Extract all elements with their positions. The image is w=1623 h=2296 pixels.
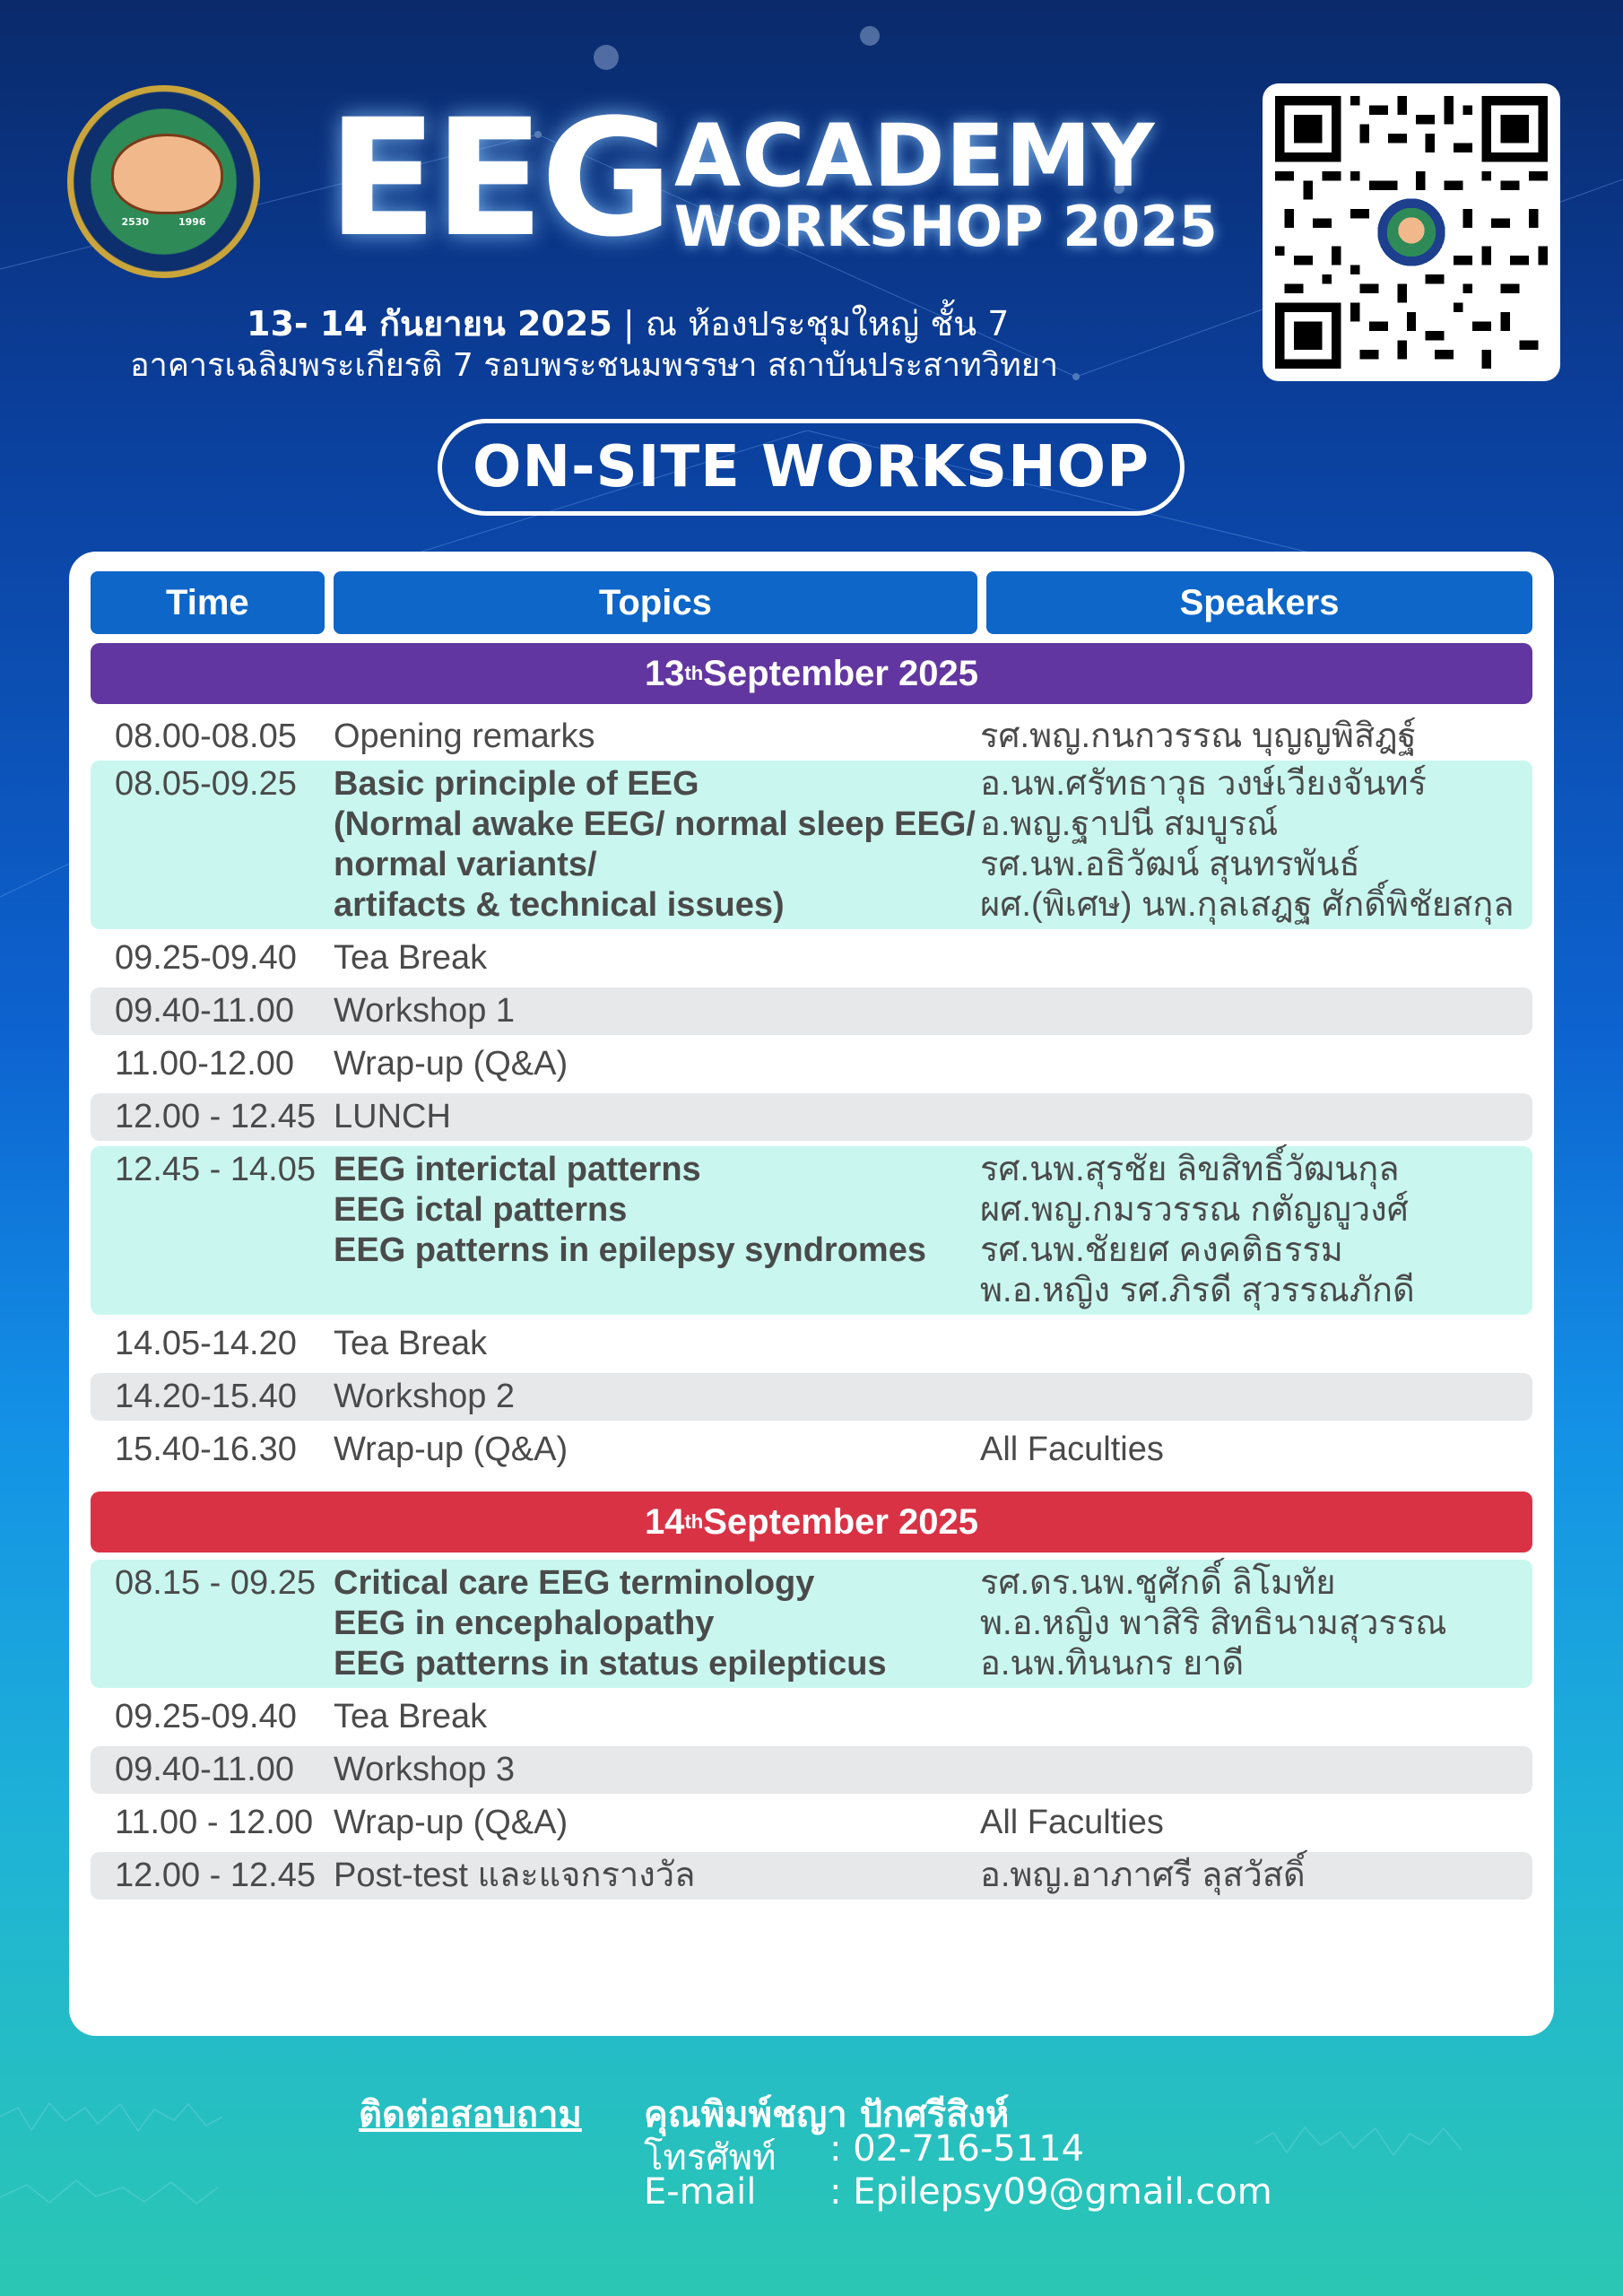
row-time: 09.25-09.40 bbox=[115, 939, 297, 977]
row-time: 12.45 - 14.05 bbox=[115, 1151, 316, 1188]
row-time: 12.00 - 12.45 bbox=[115, 1857, 316, 1894]
row-speaker bbox=[980, 1324, 1532, 1364]
phone-label: โทรศัพท์ bbox=[644, 2137, 777, 2179]
event-room: | ณ ห้องประชุมใหญ่ ชั้น 7 bbox=[612, 304, 1010, 344]
row-speaker: All Faculties bbox=[980, 1804, 1164, 1841]
onsite-workshop-badge: ON-SITE WORKSHOP bbox=[438, 419, 1185, 516]
contact-name: คุณพิมพ์ชญา ปักศรีสิงห์ bbox=[644, 2094, 1010, 2135]
table-row bbox=[91, 1560, 1532, 1688]
day1-month: September 2025 bbox=[703, 653, 979, 693]
row-topic: Workshop 3 bbox=[334, 1751, 516, 1788]
row-topic: Tea Break bbox=[334, 1698, 488, 1735]
table-header bbox=[91, 571, 1532, 634]
row-topic: Tea Break bbox=[334, 939, 488, 977]
logo-year-right: 1996 bbox=[178, 216, 206, 228]
row-topic: Opening remarks bbox=[334, 718, 595, 755]
row-time: 11.00-12.00 bbox=[115, 1045, 295, 1083]
row-topic: LUNCH bbox=[334, 1098, 451, 1135]
table-row bbox=[91, 1093, 1532, 1141]
day1-banner bbox=[91, 643, 1532, 704]
day1-sup: th bbox=[684, 662, 704, 684]
row-speaker bbox=[980, 1750, 1532, 1790]
table-row bbox=[91, 1799, 1532, 1847]
row-topic: EEG interictal patterns EEG ictal patterns EEG patterns in epilepsy syndromes bbox=[334, 1151, 926, 1269]
row-topic: Wrap-up (Q&A) bbox=[334, 1804, 568, 1841]
row-time: 08.05-09.25 bbox=[115, 765, 297, 803]
row-time: 09.40-11.00 bbox=[115, 1751, 295, 1788]
day2-banner bbox=[91, 1492, 1532, 1552]
row-topic: Post-test และแจกรางวัล bbox=[334, 1857, 696, 1894]
header-speakers: Speakers bbox=[986, 571, 1532, 634]
title-eeg: EEG bbox=[327, 85, 670, 273]
row-topic: Workshop 2 bbox=[334, 1378, 516, 1415]
table-row bbox=[91, 1746, 1532, 1794]
contact-label: ติดต่อสอบถาม bbox=[359, 2094, 582, 2135]
row-speaker bbox=[980, 938, 1532, 978]
email-label: E-mail bbox=[644, 2171, 757, 2213]
event-venue: อาคารเฉลิมพระเกียรติ 7 รอบพระชนมพรรษา สถาบันประสาทวิทยา bbox=[130, 347, 1059, 384]
qr-code-icon[interactable] bbox=[1263, 83, 1560, 381]
row-speaker: อ.นพ.ศรัทธาวุธ วงษ์เวียงจันทร์ อ.พญ.ฐาปนี สมบูรณ์ รศ.นพ.อธิวัฒน์ สุนทรพันธ์ ผศ.(พิเศษ) นพ.กุลเสฎฐ ศักดิ์พิชัยสกุล bbox=[980, 765, 1515, 924]
header-topics: Topics bbox=[334, 571, 977, 634]
row-speaker: รศ.นพ.สุรชัย ลิขสิทธิ์วัฒนกุล ผศ.พญ.กมรวรรณ กตัญญูวงศ์ รศ.นพ.ชัยยศ คงคติธรรม พ.อ.หญิง รศ.ภิรดี สุวรรณภักดี bbox=[980, 1151, 1415, 1309]
row-speaker bbox=[980, 1697, 1532, 1737]
day2-sup: th bbox=[684, 1510, 704, 1533]
table-row bbox=[91, 1040, 1532, 1088]
table-row bbox=[91, 761, 1532, 929]
row-topic: Wrap-up (Q&A) bbox=[334, 1431, 568, 1468]
epilepsy-society-logo-icon bbox=[67, 85, 260, 278]
row-speaker bbox=[980, 1377, 1532, 1417]
title-workshop: WORKSHOP 2025 bbox=[674, 194, 1218, 259]
row-topic: Wrap-up (Q&A) bbox=[334, 1045, 568, 1083]
email-value[interactable]: : Epilepsy09@gmail.com bbox=[829, 2171, 1272, 2213]
row-topic: Basic principle of EEG (Normal awake EEG/ normal sleep EEG/ normal variants/ artifacts & technical issues) bbox=[334, 765, 976, 924]
row-topic: Workshop 1 bbox=[334, 992, 516, 1030]
table-row bbox=[91, 935, 1532, 982]
logo-year-left: 2530 bbox=[121, 216, 150, 228]
row-time: 08.00-08.05 bbox=[115, 718, 297, 755]
header-time: Time bbox=[91, 571, 325, 634]
day2-date: 14 bbox=[644, 1501, 685, 1542]
table-row bbox=[91, 713, 1532, 761]
row-speaker bbox=[980, 1097, 1532, 1137]
row-speaker: All Faculties bbox=[980, 1431, 1164, 1468]
row-time: 12.00 - 12.45 bbox=[115, 1098, 316, 1135]
row-speaker bbox=[980, 991, 1532, 1031]
row-speaker: รศ.ดร.นพ.ชูศักดิ์ ลิโมทัย พ.อ.หญิง พาสิริ สิทธินามสุวรรณ อ.นพ.ทินนกร ยาดี bbox=[980, 1564, 1447, 1683]
row-time: 09.25-09.40 bbox=[115, 1698, 297, 1735]
table-row bbox=[91, 1852, 1532, 1900]
phone-value[interactable]: : 02-716-5114 bbox=[829, 2128, 1085, 2170]
row-time: 15.40-16.30 bbox=[115, 1431, 297, 1468]
day2-month: September 2025 bbox=[703, 1501, 979, 1542]
row-time: 09.40-11.00 bbox=[115, 992, 295, 1030]
table-row bbox=[91, 1373, 1532, 1421]
brain-icon bbox=[111, 134, 223, 214]
row-speaker bbox=[980, 1044, 1532, 1084]
row-time: 08.15 - 09.25 bbox=[115, 1564, 316, 1602]
row-time: 14.05-14.20 bbox=[115, 1325, 297, 1362]
day1-date: 13 bbox=[644, 653, 685, 693]
table-row bbox=[91, 1146, 1532, 1315]
row-speaker: อ.พญ.อาภาศรี ลุสวัสดิ์ bbox=[980, 1857, 1306, 1894]
row-speaker: รศ.พญ.กนกวรรณ บุญญพิสิฎฐ์ bbox=[980, 718, 1417, 755]
row-topic: Critical care EEG terminology EEG in encephalopathy EEG patterns in status epilepticus bbox=[334, 1564, 887, 1683]
event-date-bold: 13- 14 กันยายน 2025 bbox=[247, 304, 612, 344]
schedule-card bbox=[69, 552, 1554, 2036]
table-row bbox=[91, 1320, 1532, 1368]
row-time: 14.20-15.40 bbox=[115, 1378, 297, 1415]
table-row bbox=[91, 987, 1532, 1035]
title-academy: ACADEMY bbox=[674, 106, 1156, 206]
table-row bbox=[91, 1426, 1532, 1474]
row-time: 11.00 - 12.00 bbox=[115, 1804, 314, 1841]
row-topic: Tea Break bbox=[334, 1325, 488, 1362]
table-row bbox=[91, 1693, 1532, 1741]
